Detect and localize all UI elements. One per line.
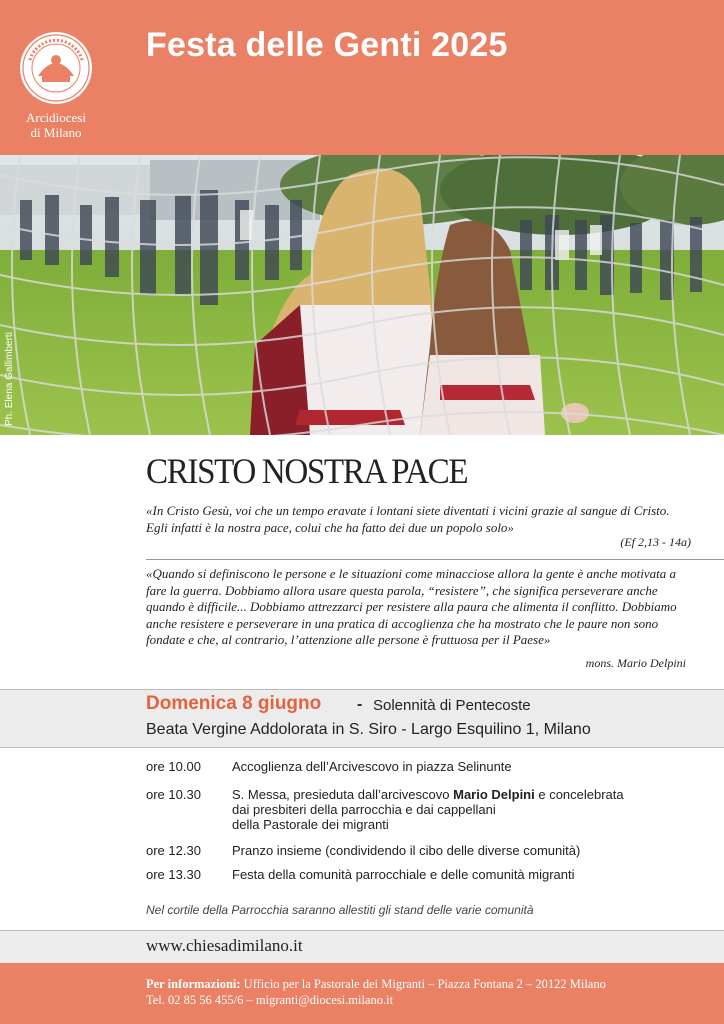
footer-info <box>146 977 606 992</box>
event-venue: Beata Vergine Addolorata in S. Siro - Largo Esquilino 1, Milano <box>146 721 591 738</box>
scripture-quote: «In Cristo Gesù, voi che un tempo eravate i lontani siete diventati i vicini grazie al sangue di Cristo. Egli infatti è la nostra pace, colui che ha fatto dei due un popolo solo» <box>146 503 670 535</box>
website-link[interactable]: www.chiesadimilano.it <box>146 936 303 955</box>
schedule-description: Pranzo insieme (condividendo il cibo delle diverse comunità) <box>232 843 581 858</box>
scripture-reference: (Ef 2,13 - 14a) <box>620 535 691 549</box>
headline: CRISTO NOSTRA PACE <box>146 451 468 491</box>
event-feast: Solennità di Pentecoste <box>373 697 531 714</box>
schedule-desc-text: della Pastorale dei migranti <box>232 817 389 832</box>
photo-credit <box>4 308 18 428</box>
schedule-description: Accoglienza dell’Arcivescovo in piazza Selinunte <box>232 759 512 774</box>
event-date: Domenica 8 giugno <box>146 693 322 714</box>
diocese-name <box>12 110 100 140</box>
schedule-description <box>232 787 682 832</box>
hero-photo <box>0 155 724 435</box>
schedule-desc-text: dai presbiteri della parrocchia e dai cappellani <box>232 802 496 817</box>
diocese-name-line1: Arcidiocesi <box>26 110 86 125</box>
schedule-desc-text: S. Messa, presieduta dall’arcivescovo <box>232 787 454 802</box>
schedule-time: ore 10.30 <box>146 787 201 802</box>
diocese-seal-logo <box>18 30 94 106</box>
page-title: Festa delle Genti 2025 <box>146 26 508 64</box>
header-band <box>0 0 724 155</box>
photo-credit-text: Ph. Elena Gallimberti <box>4 332 15 426</box>
footer-contacts[interactable]: Tel. 02 85 56 455/6 – migranti@diocesi.milano.it <box>146 993 394 1007</box>
footer-info-text: Ufficio per la Pastorale dei Migranti – Piazza Fontana 2 – 20122 Milano <box>240 977 606 991</box>
schedule-description: Festa della comunità parrocchiale e delle comunità migranti <box>232 867 575 882</box>
quote-author: mons. Mario Delpini <box>585 656 686 670</box>
footer-info-label: Per informazioni: <box>146 977 241 991</box>
diocese-name-line2: di Milano <box>30 125 82 140</box>
stands-note: Nel cortile della Parrocchia saranno allestiti gli stand delle varie comunità <box>146 903 534 917</box>
archbishop-quote: «Quando si definiscono le persone e le situazioni come minacciose allora la gente è anche motivata a fare la guerra. Dobbiamo allora usare questa parola, “resistere”, che significa perseverare anche quando è difficile... Dobbiamo attrezzarci per resistere alla paura che alimenta il conflitto. Dobbiamo anche resistere e perseverare in una pratica di accoglienza che ha mostrato che le paure non sono fondate e che, al contrario, l’attenzione alle persone è fruttuosa per il Paese» <box>146 566 677 647</box>
schedule-time: ore 13.30 <box>146 867 201 882</box>
schedule-desc-text: e concelebrata <box>534 787 624 802</box>
schedule-time: ore 12.30 <box>146 843 201 858</box>
event-separator: - <box>357 696 363 713</box>
website-band <box>0 930 724 964</box>
hero-photo-illustration <box>0 155 724 435</box>
divider <box>146 559 724 560</box>
archbishop-name: Mario Delpini <box>453 787 535 802</box>
schedule-time: ore 10.00 <box>146 759 201 774</box>
